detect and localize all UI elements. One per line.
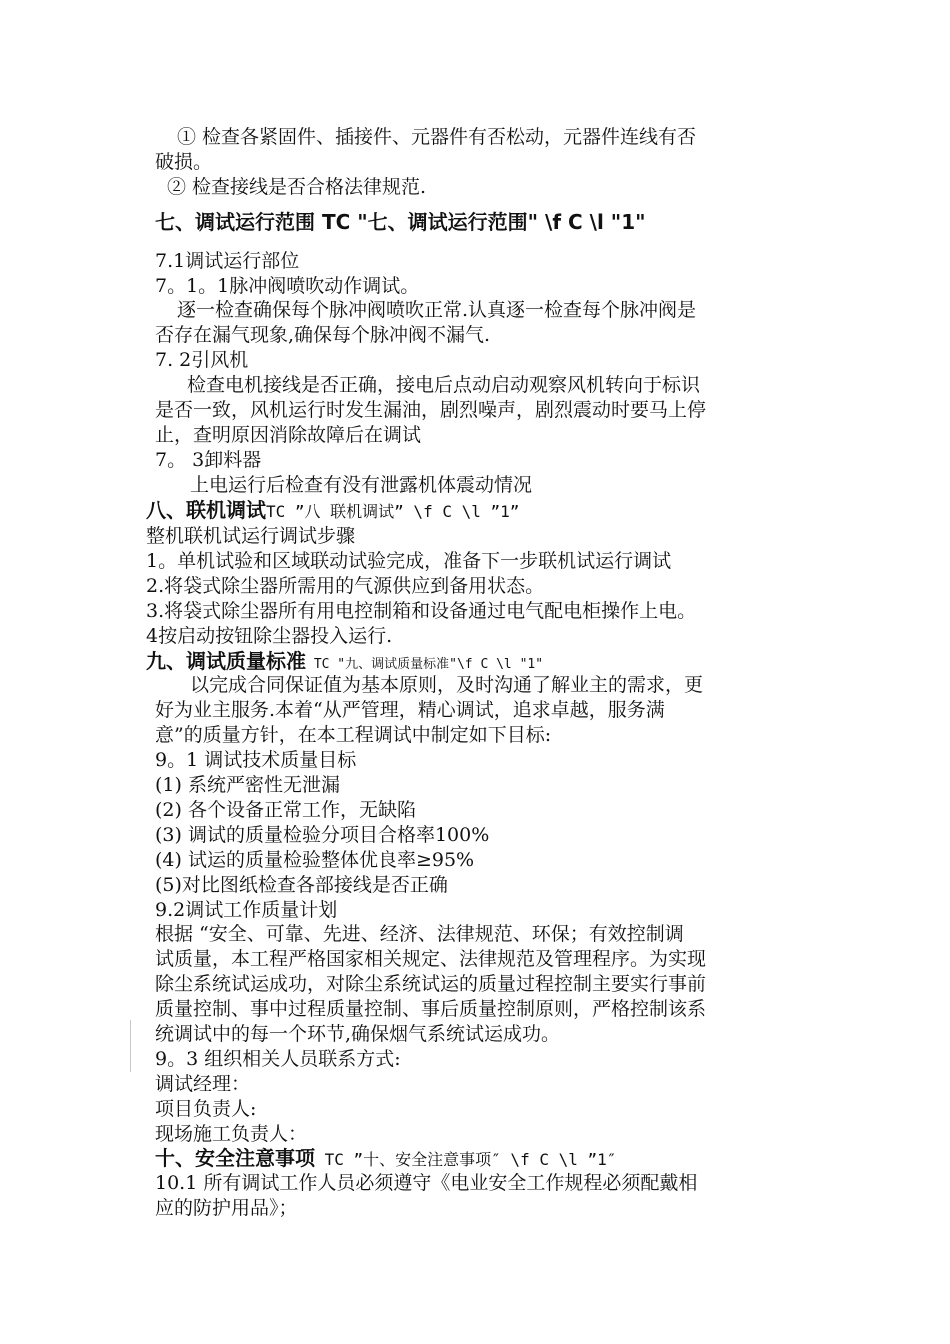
- contact-project-lead: 项目负责人:: [155, 1098, 257, 1120]
- section-9-title: 九、调试质量标准: [146, 649, 306, 673]
- subsection-9-1: 9。1 调试技术质量目标: [155, 749, 357, 771]
- paragraph-line: 质量控制、事中过程质量控制、事后质量控制原则，严格控制该系: [155, 998, 707, 1020]
- paragraph-line: 根据 “安全、可靠、先进、经济、法律规范、环保；有效控制调: [155, 923, 684, 945]
- section-8-title: 八、联机调试: [146, 498, 266, 522]
- subsection-9-3: 9。3 组织相关人员联系方式:: [155, 1048, 401, 1070]
- paragraph-line: 否存在漏气现象,确保每个脉冲阀不漏气.: [155, 324, 491, 346]
- section-8-heading: [146, 498, 519, 524]
- check-fasteners-line-cont: 破损。: [155, 151, 213, 173]
- subsection-7-1-1: 7。1。1脉冲阀喷吹动作调试。: [155, 275, 420, 297]
- list-item: (2) 各个设备正常工作，无缺陷: [155, 799, 416, 821]
- list-item: 2.将袋式除尘器所需用的气源供应到备用状态。: [146, 575, 545, 597]
- section-7-field-code: TC "七、调试运行范围" \f C \l "1": [315, 210, 646, 234]
- list-item: (3) 调试的质量检验分项目合格率100%: [155, 824, 490, 846]
- section-7-heading: [155, 210, 646, 234]
- paragraph-line: 整机联机试运行调试步骤: [146, 525, 356, 547]
- paragraph-line: 检查电机接线是否正确，接电后点动启动观察风机转向于标识: [187, 374, 701, 396]
- paragraph-line: 止，查明原因消除故障后在调试: [155, 424, 422, 446]
- paragraph-line: 是否一致，风机运行时发生漏油，剧烈噪声，剧烈震动时要马上停: [155, 399, 707, 421]
- paragraph-line: 逐一检查确保每个脉冲阀喷吹正常.认真逐一检查每个脉冲阀是: [177, 299, 697, 321]
- subsection-7-1: 7.1调试运行部位: [155, 250, 300, 272]
- paragraph-line: 试质量，本工程严格国家相关规定、法律规范及管理程序。为实现: [155, 948, 707, 970]
- section-7-title: 七、调试运行范围: [155, 210, 315, 234]
- section-10-field-code: TC ”十、安全注意事项″ \f C \l ”1″: [315, 1150, 617, 1169]
- paragraph-line: 好为业主服务.本着“从严管理，精心调试，追求卓越，服务满: [155, 699, 665, 721]
- list-item: 1。单机试验和区域联动试验完成，准备下一步联机试运行调试: [146, 550, 672, 572]
- paragraph-line: 意”的质量方针，在本工程调试中制定如下目标:: [155, 724, 552, 746]
- section-9-field-code: TC "九、调试质量标准"\f C \l "1": [306, 657, 544, 672]
- list-item: 4按启动按钮除尘器投入运行.: [146, 625, 393, 647]
- list-item: (1) 系统严密性无泄漏: [155, 774, 340, 796]
- paragraph-line: 除尘系统试运成功，对除尘系统试运的质量过程控制主要实行事前: [155, 973, 707, 995]
- subsection-7-2: 7. 2引风机: [155, 349, 249, 371]
- list-item: (4) 试运的质量检验整体优良率≥95%: [155, 849, 475, 871]
- check-wiring-line: ② 检查接线是否合格法律规范.: [167, 176, 427, 198]
- change-bar: [130, 1020, 131, 1072]
- section-10-heading: [155, 1146, 616, 1172]
- contact-debug-manager: 调试经理：: [155, 1073, 251, 1095]
- list-item: (5)对比图纸检查各部接线是否正确: [155, 874, 448, 896]
- paragraph-line: 以完成合同保证值为基本原则，及时沟通了解业主的需求，更: [190, 674, 704, 696]
- section-8-field-code: TC ”八 联机调试” \f C \l ”1”: [266, 502, 520, 521]
- list-item: 3.将袋式除尘器所有用电控制箱和设备通过电气配电柜操作上电。: [146, 600, 697, 622]
- paragraph-line: 应的防护用品》；: [155, 1197, 298, 1219]
- contact-site-lead: 现场施工负责人：: [155, 1123, 308, 1145]
- section-10-title: 十、安全注意事项: [155, 1146, 315, 1170]
- check-fasteners-line: ① 检查各紧固件、插接件、元器件有否松动，元器件连线有否: [177, 126, 697, 148]
- paragraph-line: 10.1 所有调试工作人员必须遵守《电业安全工作规程必须配戴相: [155, 1172, 698, 1194]
- paragraph-line: 统调试中的每一个环节,确保烟气系统试运成功。: [155, 1023, 561, 1045]
- subsection-7-3: 7。 3卸料器: [155, 449, 262, 471]
- subsection-9-2: 9.2调试工作质量计划: [155, 899, 338, 921]
- paragraph-line: 上电运行后检查有没有泄露机体震动情况: [190, 474, 533, 496]
